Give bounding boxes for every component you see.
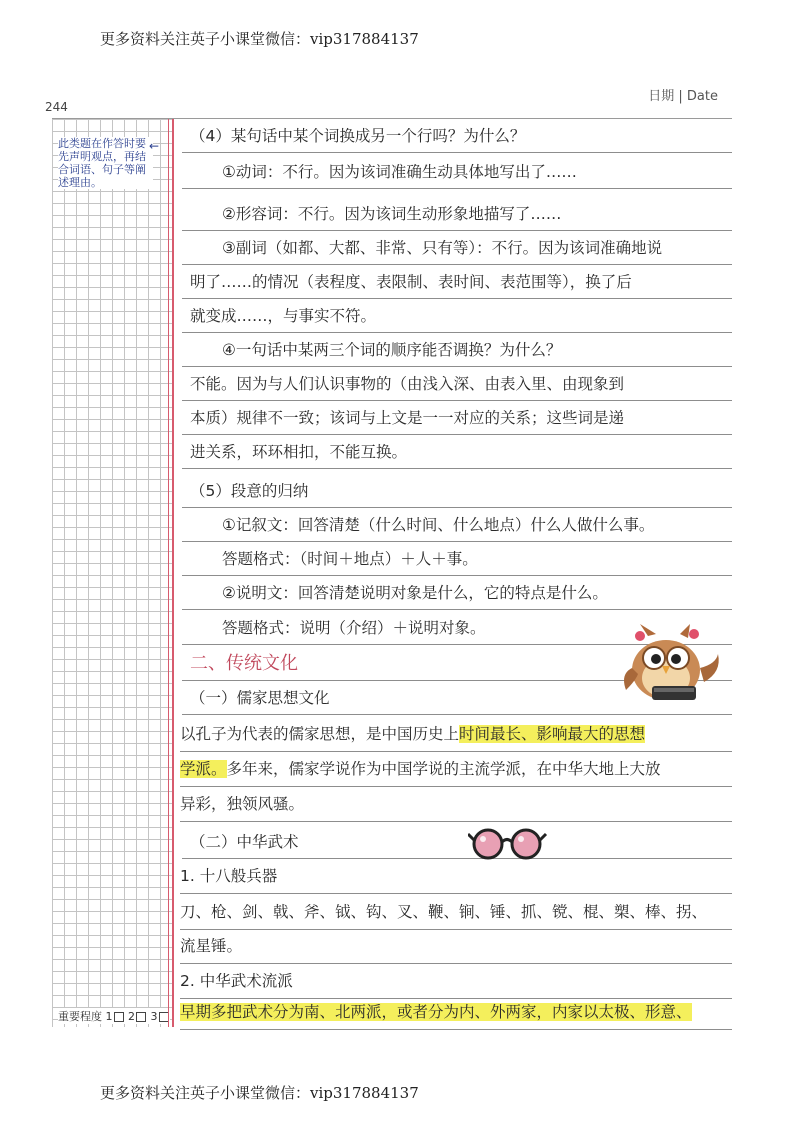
highlight-span: 学派。 [180, 760, 227, 778]
note-line: 异彩，独领风骚。 [180, 787, 732, 822]
note-line: 本质）规律不一致；该词与上文是一一对应的关系；这些词是递 [182, 401, 732, 435]
date-label: 日期 | Date [648, 89, 718, 104]
watermark-top: 更多资料关注英子小课堂微信：vip317884137 [100, 30, 419, 48]
importance-3: 3 [150, 1010, 158, 1023]
owl-sticker [618, 624, 726, 704]
note-line: ③副词（如都、大都、非常、只有等）：不行。因为该词准确地说 [182, 231, 732, 265]
note-line: ①记叙文：回答清楚（什么时间、什么地点）什么人做什么事。 [182, 508, 732, 542]
note-line [180, 995, 732, 1030]
page-number: 244 [45, 100, 68, 114]
checkbox-icon [114, 1012, 124, 1022]
note-line: 不能。因为与人们认识事物的（由浅入深、由表入里、由现象到 [182, 367, 732, 401]
question-5-heading: （5）段意的归纳 [182, 474, 732, 508]
checkbox-icon [159, 1012, 169, 1022]
note-line [180, 717, 732, 752]
note-content [182, 119, 732, 1027]
highlight-span: 时间最长、影响最大的思想 [459, 725, 646, 743]
note-line: 答题格式：（时间＋地点）＋人＋事。 [182, 542, 732, 576]
importance-2: 2 [128, 1010, 135, 1023]
glasses-sticker [468, 824, 548, 864]
note-line: ②说明文：回答清楚说明对象是什么，它的特点是什么。 [182, 576, 732, 610]
text-span: 多年来，儒家学说作为中国学说的主流学派，在中华大地上大放 [226, 760, 661, 778]
margin-column [52, 119, 174, 1027]
note-line: ④一句话中某两三个词的顺序能否调换？为什么？ [182, 333, 732, 367]
note-line: ②形容词：不行。因为该词生动形象地描写了…… [182, 197, 732, 231]
note-line: 流星锤。 [180, 929, 732, 964]
note-line [180, 752, 732, 787]
note-line: 进关系，环环相扣，不能互换。 [182, 435, 732, 469]
note-line: 明了……的情况（表程度、表限制、表时间、表范围等），换了后 [182, 265, 732, 299]
text-span: 以孔子为代表的儒家思想，是中国历史上 [180, 725, 460, 743]
note-line: 刀、枪、剑、戟、斧、钺、钩、叉、鞭、锏、锤、抓、镋、棍、槊、棒、拐、 [180, 895, 732, 930]
margin-note: 此类题在作答时要先声明观点，再结合词语、句子等阐述理由。 [58, 137, 153, 189]
note-line: 就变成……，与事实不符。 [182, 299, 732, 333]
highlight-span: 早期多把武术分为南、北两派，或者分为内、外两家，内家以太极、形意、 [180, 1003, 692, 1021]
question-4-heading: （4）某句话中某个词换成另一个行吗？为什么？ [182, 119, 732, 153]
subsection-heading: （一）儒家思想文化 [182, 681, 732, 715]
importance-1: 1 [105, 1010, 113, 1023]
importance-label: 重要程度 [58, 1010, 102, 1023]
watermark-bottom: 更多资料关注英子小课堂微信：vip317884137 [100, 1084, 419, 1102]
note-line: 答题格式：说明（介绍）＋说明对象。 [182, 611, 732, 645]
subsection-heading: （二）中华武术 [182, 825, 732, 859]
checkbox-icon [136, 1012, 146, 1022]
section-heading: 二、传统文化 [182, 647, 732, 681]
note-line: ①动词：不行。因为该词准确生动具体地写出了…… [182, 155, 732, 189]
importance-rating [58, 1008, 170, 1024]
arrow-left-icon: ← [149, 139, 160, 153]
notebook-sheet [52, 118, 732, 1027]
numbered-heading: 1. 十八般兵器 [180, 859, 732, 894]
numbered-heading: 2. 中华武术流派 [180, 964, 732, 999]
